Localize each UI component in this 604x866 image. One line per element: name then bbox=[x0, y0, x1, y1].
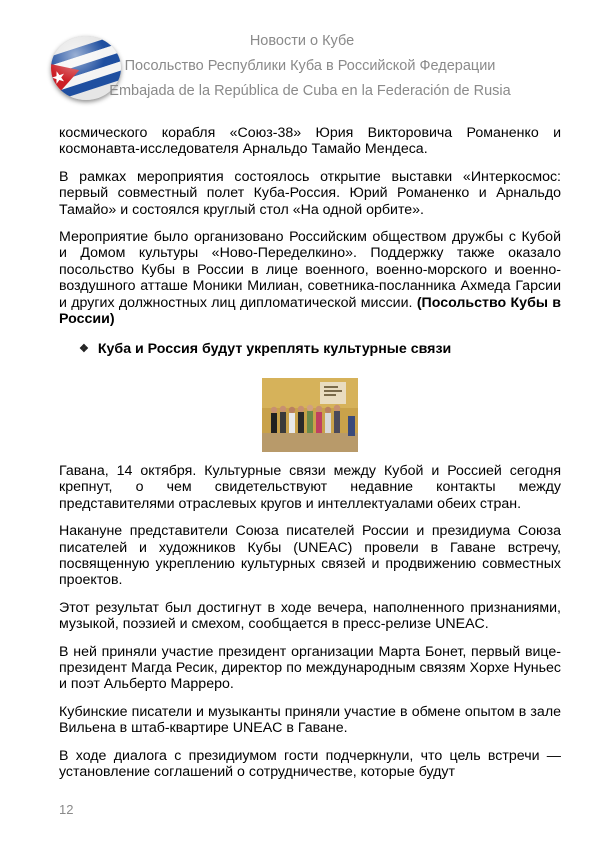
group-photo bbox=[262, 378, 358, 452]
paragraph: В ней приняли участие президент организации Марта Бонет, первый вице-президент Магда Ресик, директор по международным связям Хорхе Нуньес и поэт Альберто Марреро. bbox=[59, 643, 561, 693]
paragraph-text: Мероприятие было организовано Российским обществом дружбы с Кубой и Домом культуры «Ново-Переделкино». Поддержку также оказало посольство Кубы в России в лице военного, военно-морского и военно-воздушного атташе Моники Милиан, советника-посланника Ахмеда Гарсии и других должностных лиц дипломатической миссии. bbox=[59, 229, 561, 311]
section-heading bbox=[79, 341, 561, 357]
paragraph: космического корабля «Союз-38» Юрия Викторовича Романенко и космонавта-исследователя Арнальдо Тамайо Мендеса. bbox=[59, 125, 561, 158]
page-number: 12 bbox=[59, 802, 74, 817]
source-credit: (Посольство Кубы в России) bbox=[59, 294, 562, 328]
paragraph: Гавана, 14 октября. Культурные связи между Кубой и Россией сегодня крепнут, о чем свидетельствуют недавние контакты между представителями отраслевых кругов и интеллектуалами обеих стран. bbox=[59, 462, 561, 512]
header-embassy-es: Embajada de la República de Cuba en la Federación de Rusia bbox=[109, 83, 511, 99]
diamond-bullet-icon: ❖ bbox=[79, 343, 89, 356]
paragraph: Накануне представители Союза писателей России и президиума Союза писателей и художников Кубы (UNEAC) провели в Гаване встречу, посвященную укреплению культурных связей и продвижению совместных проектов. bbox=[59, 523, 561, 589]
paragraph: В рамках мероприятия состоялось открытие выставки «Интеркосмос: первый совместный полет Куба-Россия. Юрий Романенко и Арнальдо Тамайо» и состоялся круглый стол «На одной орбите». bbox=[59, 168, 561, 218]
paragraph: Кубинские писатели и музыканты приняли участие в обмене опытом в зале Вильена в штаб-квартире UNEAC в Гаване. bbox=[59, 703, 561, 737]
paragraph: Этот результат был достигнут в ходе вечера, наполненного признаниями, музыкой, поэзией и смехом, сообщается в пресс-релизе UNEAC. bbox=[59, 599, 561, 633]
section-title: Куба и Россия будут укреплять культурные связи bbox=[97, 341, 452, 358]
paragraph bbox=[59, 229, 561, 327]
header-title: Новости о Кубе bbox=[249, 33, 355, 49]
page-content bbox=[59, 125, 561, 791]
header-embassy-ru: Посольство Республики Куба в Российской Федерации bbox=[124, 58, 496, 74]
paragraph: В ходе диалога с президиумом гости подчеркнули, что цель встречи — установление соглашений о сотрудничестве, которые будут bbox=[59, 747, 561, 780]
photo-container bbox=[59, 378, 561, 452]
page-header bbox=[0, 0, 604, 110]
